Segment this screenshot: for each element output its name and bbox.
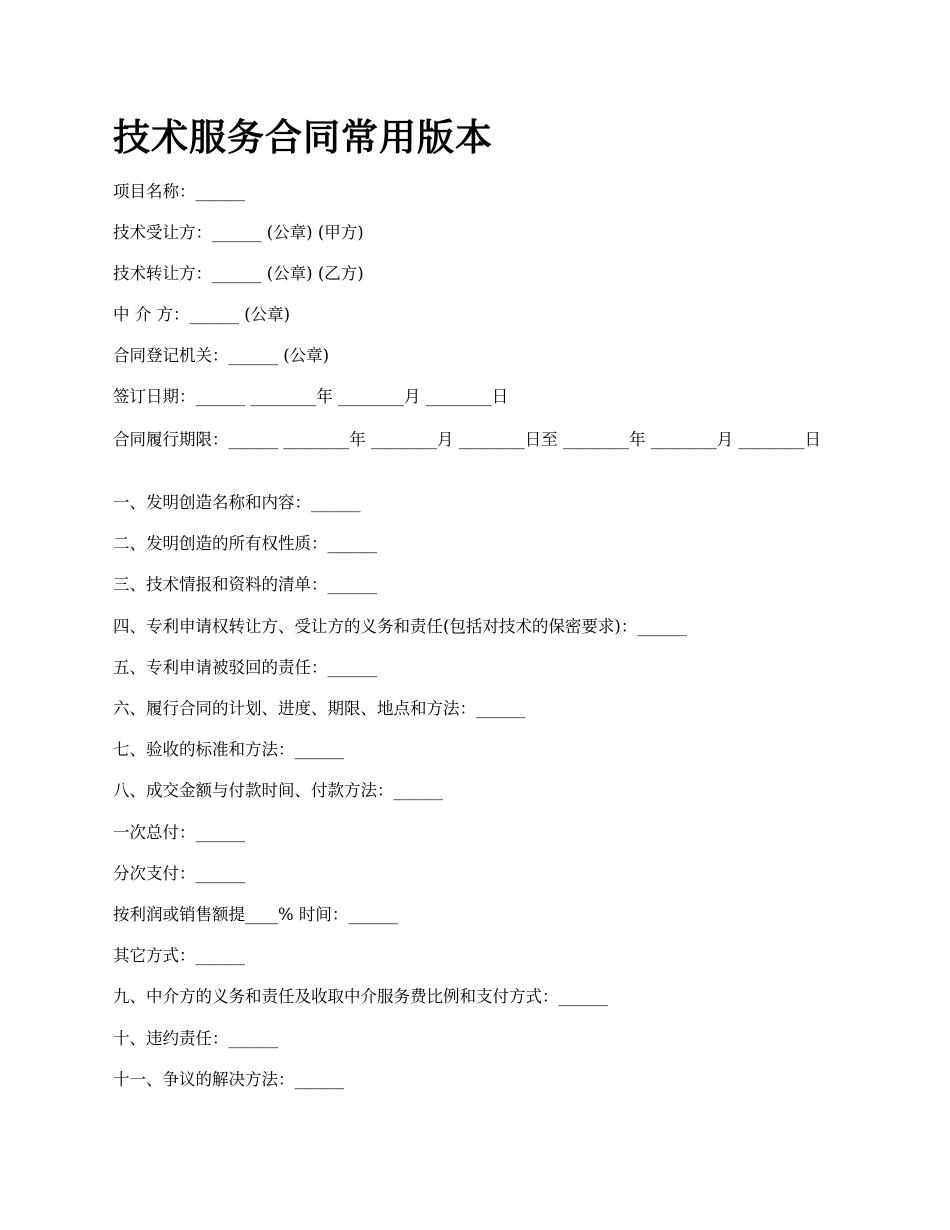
field-transferee: 技术受让方：______ (公章) (甲方) <box>113 223 364 242</box>
clause-8: 八、成交金额与付款时间、付款方法：______ <box>113 781 443 800</box>
clause-9: 九、中介方的义务和责任及收取中介服务费比例和支付方式：______ <box>113 987 608 1006</box>
clause-7: 七、验收的标准和方法：______ <box>113 740 344 759</box>
field-signing-date: 签订日期：______ ________年 ________月 ________日 <box>113 387 509 406</box>
field-project-name: 项目名称：______ <box>113 182 245 201</box>
field-performance-period: 合同履行期限：______ ________年 ________月 ________日至 ________年 ________月 ________日 <box>113 430 821 449</box>
payment-other: 其它方式：______ <box>113 946 245 965</box>
clause-3: 三、技术情报和资料的清单：______ <box>113 575 377 594</box>
clause-10: 十、违约责任：______ <box>113 1029 278 1048</box>
payment-royalty: 按利润或销售额提____% 时间：______ <box>113 905 398 924</box>
clause-5: 五、专利申请被驳回的责任：______ <box>113 658 377 677</box>
clause-2: 二、发明创造的所有权性质：______ <box>113 534 377 553</box>
clause-11: 十一、争议的解决方法：______ <box>113 1070 344 1089</box>
field-transferor: 技术转让方：______ (公章) (乙方) <box>113 264 364 283</box>
payment-installments: 分次支付：______ <box>113 864 245 883</box>
field-intermediary: 中 介 方：______ (公章) <box>113 305 291 324</box>
document-title: 技术服务合同常用版本 <box>113 115 493 159</box>
clause-4: 四、专利申请权转让方、受让方的义务和责任(包括对技术的保密要求)：______ <box>113 617 687 636</box>
payment-lump-sum: 一次总付：______ <box>113 823 245 842</box>
clause-6: 六、履行合同的计划、进度、期限、地点和方法：______ <box>113 699 526 718</box>
field-registration-authority: 合同登记机关：______ (公章) <box>113 346 330 365</box>
clause-1: 一、发明创造名称和内容：______ <box>113 493 361 512</box>
